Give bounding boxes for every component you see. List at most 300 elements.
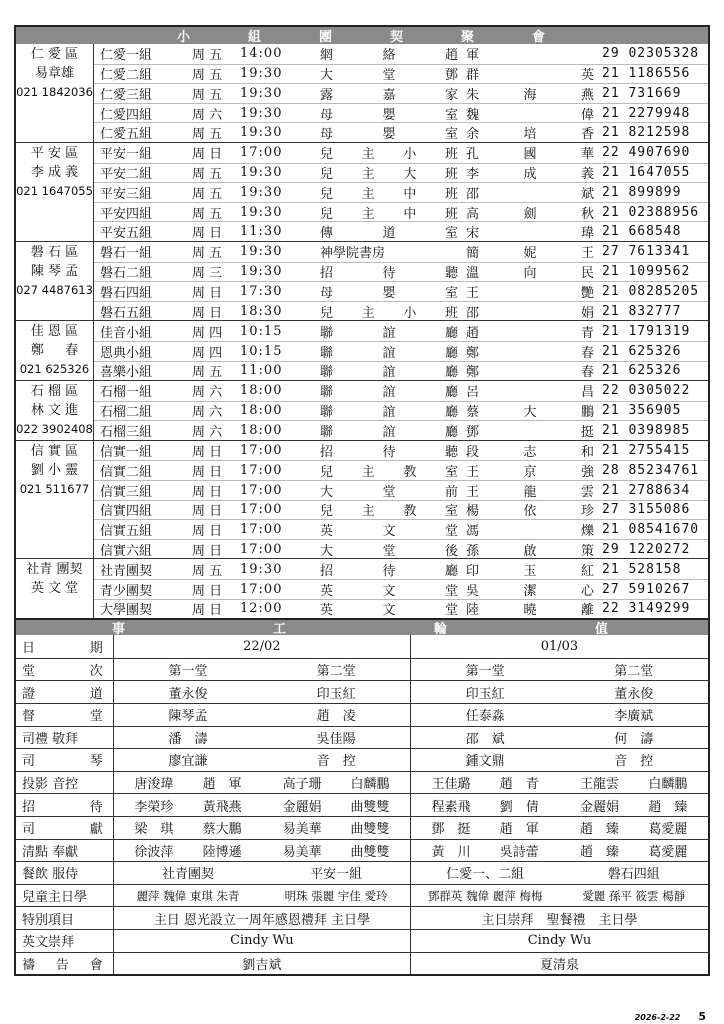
duty-table <box>16 635 708 974</box>
table-row <box>94 163 708 183</box>
duty-cell: 廖宜謙 <box>168 754 208 770</box>
district-leader: 林 文 進 <box>30 403 79 419</box>
leader-char: 啟 <box>523 543 537 559</box>
venue-char: 兒 <box>320 186 334 202</box>
leader-char: 孫 <box>466 543 480 559</box>
venue <box>320 540 466 559</box>
duty-label <box>16 749 114 771</box>
leader <box>466 401 602 420</box>
meeting-time: 17:00 <box>240 463 283 479</box>
group-name: 喜樂小組 <box>100 365 153 381</box>
duty-row <box>16 884 708 907</box>
venue-char: 室 <box>444 465 458 481</box>
venue-char: 堂 <box>444 524 458 540</box>
page-footer <box>635 1010 706 1023</box>
leader-char: 心 <box>580 583 594 599</box>
leader <box>466 461 602 480</box>
venue <box>320 44 466 63</box>
meeting-time: 19:30 <box>240 184 283 200</box>
leader-char: 娟 <box>580 305 594 321</box>
duty-name: 吳詩蕾 <box>499 844 539 860</box>
district-name: 磐 石 區 <box>30 244 79 260</box>
leader <box>466 143 602 162</box>
venue <box>320 123 466 142</box>
duty-label-text: 督 <box>22 709 36 725</box>
group-rows <box>94 143 708 241</box>
meeting-day: 周 日 <box>192 504 223 520</box>
phone: 21 1099562 <box>602 264 691 280</box>
meeting-day: 周 日 <box>192 603 223 619</box>
venue-char: 兒 <box>320 206 334 222</box>
group-name: 佳音小組 <box>100 325 153 341</box>
bulletin-frame <box>14 25 710 976</box>
leader <box>466 104 602 123</box>
meeting-time: 18:00 <box>240 383 283 399</box>
venue-char: 聽 <box>444 266 458 282</box>
leader-char: 鄧 <box>466 425 480 441</box>
leader-char: 海 <box>523 87 537 103</box>
phone: 21 832777 <box>602 303 682 319</box>
venue-char: 兒 <box>320 147 334 163</box>
meeting-day: 周 五 <box>192 48 223 64</box>
leader <box>466 282 602 301</box>
leader-char: 國 <box>523 147 537 163</box>
leader-char: 離 <box>580 603 594 619</box>
venue <box>320 242 466 261</box>
venue-char: 班 <box>444 147 458 163</box>
duty-row <box>16 748 708 771</box>
phone: 21 731669 <box>602 85 682 101</box>
meeting-time: 11:30 <box>240 224 283 240</box>
venue-char: 誼 <box>382 425 396 441</box>
table-row <box>94 221 708 241</box>
district-info <box>16 44 94 142</box>
meeting-day: 周 三 <box>192 266 223 282</box>
table-row <box>94 281 708 301</box>
meeting-day: 周 四 <box>192 325 223 341</box>
leader-char: 培 <box>523 127 537 143</box>
duty-cell <box>114 794 263 816</box>
meeting-day: 周 五 <box>192 206 223 222</box>
meeting-time: 19:30 <box>240 125 283 141</box>
leader <box>466 64 602 83</box>
group-name: 恩典小組 <box>100 345 153 361</box>
leader <box>466 361 602 380</box>
venue-char: 文 <box>382 524 396 540</box>
venue <box>320 104 466 123</box>
duty-name: 梁 琪 <box>134 822 174 838</box>
venue-char: 嬰 <box>382 285 396 301</box>
venue-char: 堂 <box>382 543 396 559</box>
leader <box>466 322 602 341</box>
venue-char: 嬰 <box>382 107 396 123</box>
table-row <box>94 441 708 461</box>
leader <box>466 381 602 400</box>
duty-label-text: 清點 奉獻 <box>22 844 79 860</box>
group-name: 平安三組 <box>100 186 153 202</box>
table-row <box>94 420 708 440</box>
leader-char: 劍 <box>523 206 537 222</box>
venue-char: 大 <box>403 167 417 183</box>
leader-char: 魏 <box>466 107 480 123</box>
leader-char: 王 <box>580 246 594 262</box>
table-row <box>94 83 708 103</box>
group-name: 磐石四組 <box>100 285 153 301</box>
leader <box>466 500 602 519</box>
groups-table <box>16 44 708 618</box>
meeting-day: 周 六 <box>192 107 223 123</box>
duty-cell: 陳琴孟 <box>168 709 208 725</box>
meeting-time: 17:00 <box>240 522 283 538</box>
duty-cell: 吳佳陽 <box>262 727 411 749</box>
duty-cell: 第二堂 <box>262 659 411 681</box>
meeting-time: 14:00 <box>240 46 283 62</box>
groups-title <box>16 27 708 44</box>
group-name: 社青團契 <box>100 563 153 579</box>
groups-title-char: 會 <box>532 30 548 45</box>
leader-char: 楊 <box>466 504 480 520</box>
meeting-day: 周 五 <box>192 365 223 381</box>
meeting-time: 10:15 <box>240 323 283 339</box>
venue-char: 廳 <box>444 385 458 401</box>
meeting-day: 周 五 <box>192 186 223 202</box>
venue-char: 廳 <box>444 345 458 361</box>
duty-label <box>16 681 114 703</box>
table-row <box>94 480 708 500</box>
meeting-day: 周 五 <box>192 167 223 183</box>
venue-char: 室 <box>444 285 458 301</box>
table-row <box>94 460 708 480</box>
duty-label-text: 堂 <box>22 664 36 680</box>
duty-cell: 李廣斌 <box>614 709 654 725</box>
duty-row <box>16 726 708 749</box>
venue-char: 聯 <box>320 385 334 401</box>
meeting-time: 18:30 <box>240 303 283 319</box>
duty-label-text: 會 <box>89 957 103 973</box>
venue-char: 英 <box>320 524 334 540</box>
duty-name: 趙 臻 <box>580 844 620 860</box>
table-row <box>94 122 708 142</box>
table-row <box>94 401 708 421</box>
duty-name: 葛愛麗 <box>648 822 688 838</box>
district-group <box>16 380 708 440</box>
venue-char: 主 <box>361 206 375 222</box>
leader-char: 余 <box>466 127 480 143</box>
duty-label <box>16 953 114 975</box>
duty-row <box>16 658 708 681</box>
venue <box>320 481 466 500</box>
duty-cell: 社青團契 <box>162 867 215 883</box>
duty-name: 鄧 挺 <box>431 822 471 838</box>
venue <box>320 441 466 460</box>
venue-char: 鄧 <box>444 68 458 84</box>
duty-cell: 印玉紅 <box>465 686 505 702</box>
leader-char: 華 <box>580 147 594 163</box>
district-info <box>16 559 94 618</box>
duty-cell <box>411 840 560 862</box>
leader-char: 京 <box>523 465 537 481</box>
venue-char: 誼 <box>382 365 396 381</box>
venue-char: 文 <box>382 583 396 599</box>
meeting-day: 周 日 <box>192 465 223 481</box>
district-phone: 021 511677 <box>19 481 90 496</box>
leader-char: 王 <box>466 285 480 301</box>
district-info <box>16 242 94 320</box>
meeting-day: 周 日 <box>192 543 223 559</box>
district-leader: 陳 琴 孟 <box>30 263 79 279</box>
venue-char: 小 <box>403 147 417 163</box>
duty-row <box>16 861 708 884</box>
venue-char: 嬰 <box>382 127 396 143</box>
phone: 21 899899 <box>602 184 682 200</box>
meeting-time: 17:30 <box>240 283 283 299</box>
district-phone: 021 625326 <box>19 362 90 377</box>
phone: 22 0305022 <box>602 383 691 399</box>
district-group <box>16 558 708 618</box>
venue-char: 小 <box>403 305 417 321</box>
leader-char: 曉 <box>523 603 537 619</box>
duty-label-text: 禱 <box>22 957 36 973</box>
meeting-day: 周 五 <box>192 127 223 143</box>
leader <box>466 421 602 440</box>
table-row <box>94 44 708 64</box>
duty-name: 趙 臻 <box>580 822 620 838</box>
phone: 22 3149299 <box>602 601 691 617</box>
group-name: 石榴一組 <box>100 385 153 401</box>
meeting-day: 周 日 <box>192 484 223 500</box>
table-row <box>94 202 708 222</box>
phone: 27 3155086 <box>602 502 691 518</box>
duty-title-char: 值 <box>595 622 613 638</box>
leader-char: 簡 <box>466 246 480 262</box>
leader-char: 宋 <box>466 226 480 242</box>
duty-cell: 邵 斌 <box>465 731 505 747</box>
venue <box>320 599 466 618</box>
duty-cell <box>114 840 263 862</box>
duty-title-char: 工 <box>272 622 290 638</box>
venue-char: 前 <box>444 484 458 500</box>
venue-char: 聯 <box>320 405 334 421</box>
venue-char: 聯 <box>320 325 334 341</box>
duty-label <box>16 907 114 929</box>
group-name: 磐石五組 <box>100 305 153 321</box>
meeting-time: 19:30 <box>240 105 283 121</box>
meeting-day: 周 日 <box>192 305 223 321</box>
leader-char: 燕 <box>580 87 594 103</box>
table-row <box>94 519 708 539</box>
venue-char: 主 <box>361 465 375 481</box>
meeting-day: 周 五 <box>192 87 223 103</box>
leader-char: 義 <box>580 167 594 183</box>
leader-char: 龍 <box>523 484 537 500</box>
duty-name: 劉 倩 <box>499 799 539 815</box>
venue-char: 大 <box>320 68 334 84</box>
leader-char: 軍 <box>466 48 480 64</box>
duty-label <box>16 817 114 839</box>
meeting-day: 周 六 <box>192 425 223 441</box>
leader-char: 珍 <box>580 504 594 520</box>
venue-char: 誼 <box>382 345 396 361</box>
page-number: 5 <box>698 1010 706 1023</box>
table-row <box>94 103 708 123</box>
venue-char: 教 <box>403 465 417 481</box>
leader-char: 雲 <box>580 484 594 500</box>
duty-name: 金麗娟 <box>282 799 322 815</box>
duty-name: 趙 軍 <box>202 777 242 793</box>
venue-char: 主 <box>361 186 375 202</box>
venue <box>320 500 466 519</box>
duty-name: 曲雙雙 <box>350 822 390 838</box>
duty-pair: 劉吉斌 <box>114 953 411 975</box>
group-name: 仁愛五組 <box>100 127 153 143</box>
meeting-time: 18:00 <box>240 403 283 419</box>
meeting-time: 11:00 <box>240 363 283 379</box>
table-row <box>94 242 708 262</box>
duty-label-text: 待 <box>89 799 103 815</box>
phone: 29 1220272 <box>602 541 691 557</box>
venue <box>320 203 466 222</box>
leader <box>466 163 602 182</box>
duty-row <box>16 793 708 816</box>
venue-char: 聽 <box>444 445 458 461</box>
duty-name: 陸博遜 <box>202 844 242 860</box>
group-name: 平安一組 <box>100 147 153 163</box>
leader <box>466 262 602 281</box>
duty-name: 葛愛麗 <box>648 844 688 860</box>
phone: 21 2755415 <box>602 443 691 459</box>
groups-title-char: 團 <box>318 30 334 45</box>
district-leader: 李 成 義 <box>30 164 79 180</box>
duty-date: 22/02 <box>114 635 411 658</box>
venue-char: 文 <box>382 603 396 619</box>
leader <box>466 342 602 361</box>
duty-title-char: 輪 <box>434 622 452 638</box>
duty-cell: 潘 濤 <box>168 731 208 747</box>
meeting-day: 周 五 <box>192 68 223 84</box>
phone: 29 02305328 <box>602 46 700 62</box>
group-name: 信實三組 <box>100 484 153 500</box>
venue <box>320 361 466 380</box>
duty-special: 主日崇拜 聖餐禮 主日學 <box>481 912 638 928</box>
group-name: 信實四組 <box>100 504 153 520</box>
groups-title-char: 契 <box>390 30 406 45</box>
group-name: 平安五組 <box>100 226 153 242</box>
district-leader: 易章雄 <box>34 66 74 81</box>
phone: 27 7613341 <box>602 244 691 260</box>
venue-char: 兒 <box>320 465 334 481</box>
duty-name: 黃 川 <box>431 844 471 860</box>
district-info <box>16 321 94 380</box>
duty-pair: 夏清泉 <box>539 957 579 973</box>
venue-char: 聯 <box>320 425 334 441</box>
venue-char: 傳 <box>320 226 334 242</box>
duty-name: 徐波萍 <box>134 844 174 860</box>
leader-char: 艷 <box>580 285 594 301</box>
venue-char: 招 <box>320 563 334 579</box>
duty-cell: 愛麗 孫平 筱雲 楊靜 <box>582 888 686 903</box>
venue-char: 兒 <box>320 504 334 520</box>
duty-label-text: 招 <box>22 799 36 815</box>
meeting-day: 周 六 <box>192 385 223 401</box>
leader-char: 偉 <box>580 107 594 123</box>
meeting-day: 周 六 <box>192 405 223 421</box>
leader-char: 溫 <box>466 266 480 282</box>
duty-label-text: 告 <box>55 957 69 973</box>
duty-cell: 董永俊 <box>168 686 208 702</box>
meeting-time: 18:00 <box>240 423 283 439</box>
table-row <box>94 182 708 202</box>
venue-char: 家 <box>444 87 458 103</box>
leader-char: 鄭 <box>466 365 480 381</box>
meeting-day: 周 日 <box>192 524 223 540</box>
duty-label-text: 司 <box>22 822 36 838</box>
leader-char: 英 <box>580 68 594 84</box>
duty-row <box>16 816 708 839</box>
venue-char: 主 <box>361 147 375 163</box>
leader-char: 爍 <box>580 524 594 540</box>
venue <box>320 302 466 321</box>
table-row <box>94 361 708 381</box>
leader-char: 瑋 <box>580 226 594 242</box>
leader-char: 邵 <box>466 305 480 321</box>
phone: 21 1186556 <box>602 66 691 82</box>
venue-char: 班 <box>444 305 458 321</box>
meeting-day: 周 四 <box>192 345 223 361</box>
district-leader: 鄭 春 <box>30 343 79 359</box>
duty-label-text: 司 <box>22 754 36 770</box>
leader <box>466 520 602 539</box>
duty-cell: 磐石四組 <box>607 867 660 883</box>
meeting-day: 周 日 <box>192 226 223 242</box>
duty-name: 易美華 <box>282 822 322 838</box>
leader-char: 鵬 <box>580 405 594 421</box>
duty-row <box>16 771 708 794</box>
duty-label <box>16 704 114 726</box>
phone: 21 08285205 <box>602 283 700 299</box>
table-row <box>94 321 708 341</box>
leader-char: 妮 <box>523 246 537 262</box>
duty-label <box>16 794 114 816</box>
group-rows <box>94 44 708 142</box>
district-name: 佳 恩 區 <box>30 324 79 340</box>
group-rows <box>94 559 708 618</box>
venue <box>320 183 466 202</box>
duty-label <box>16 885 114 907</box>
duty-name: 李榮珍 <box>134 799 174 815</box>
venue <box>320 222 466 241</box>
leader-char: 吳 <box>466 583 480 599</box>
leader <box>466 481 602 500</box>
leader-char: 馮 <box>466 524 480 540</box>
leader <box>466 242 602 261</box>
meeting-time: 17:00 <box>240 541 283 557</box>
duty-name: 曲雙雙 <box>350 799 390 815</box>
venue-char: 中 <box>403 206 417 222</box>
venue-char: 招 <box>320 445 334 461</box>
duty-cell <box>114 772 263 794</box>
leader-char: 印 <box>466 563 480 579</box>
group-name: 仁愛三組 <box>100 87 153 103</box>
meeting-time: 17:00 <box>240 443 283 459</box>
venue <box>320 580 466 599</box>
venue <box>320 282 466 301</box>
venue <box>320 322 466 341</box>
leader-char: 依 <box>523 504 537 520</box>
district-group <box>16 320 708 380</box>
duty-cell: 平安一組 <box>262 862 411 884</box>
duty-name: 趙 青 <box>499 777 539 793</box>
duty-cell: 麗萍 魏偉 東琪 朱青 <box>136 888 240 903</box>
